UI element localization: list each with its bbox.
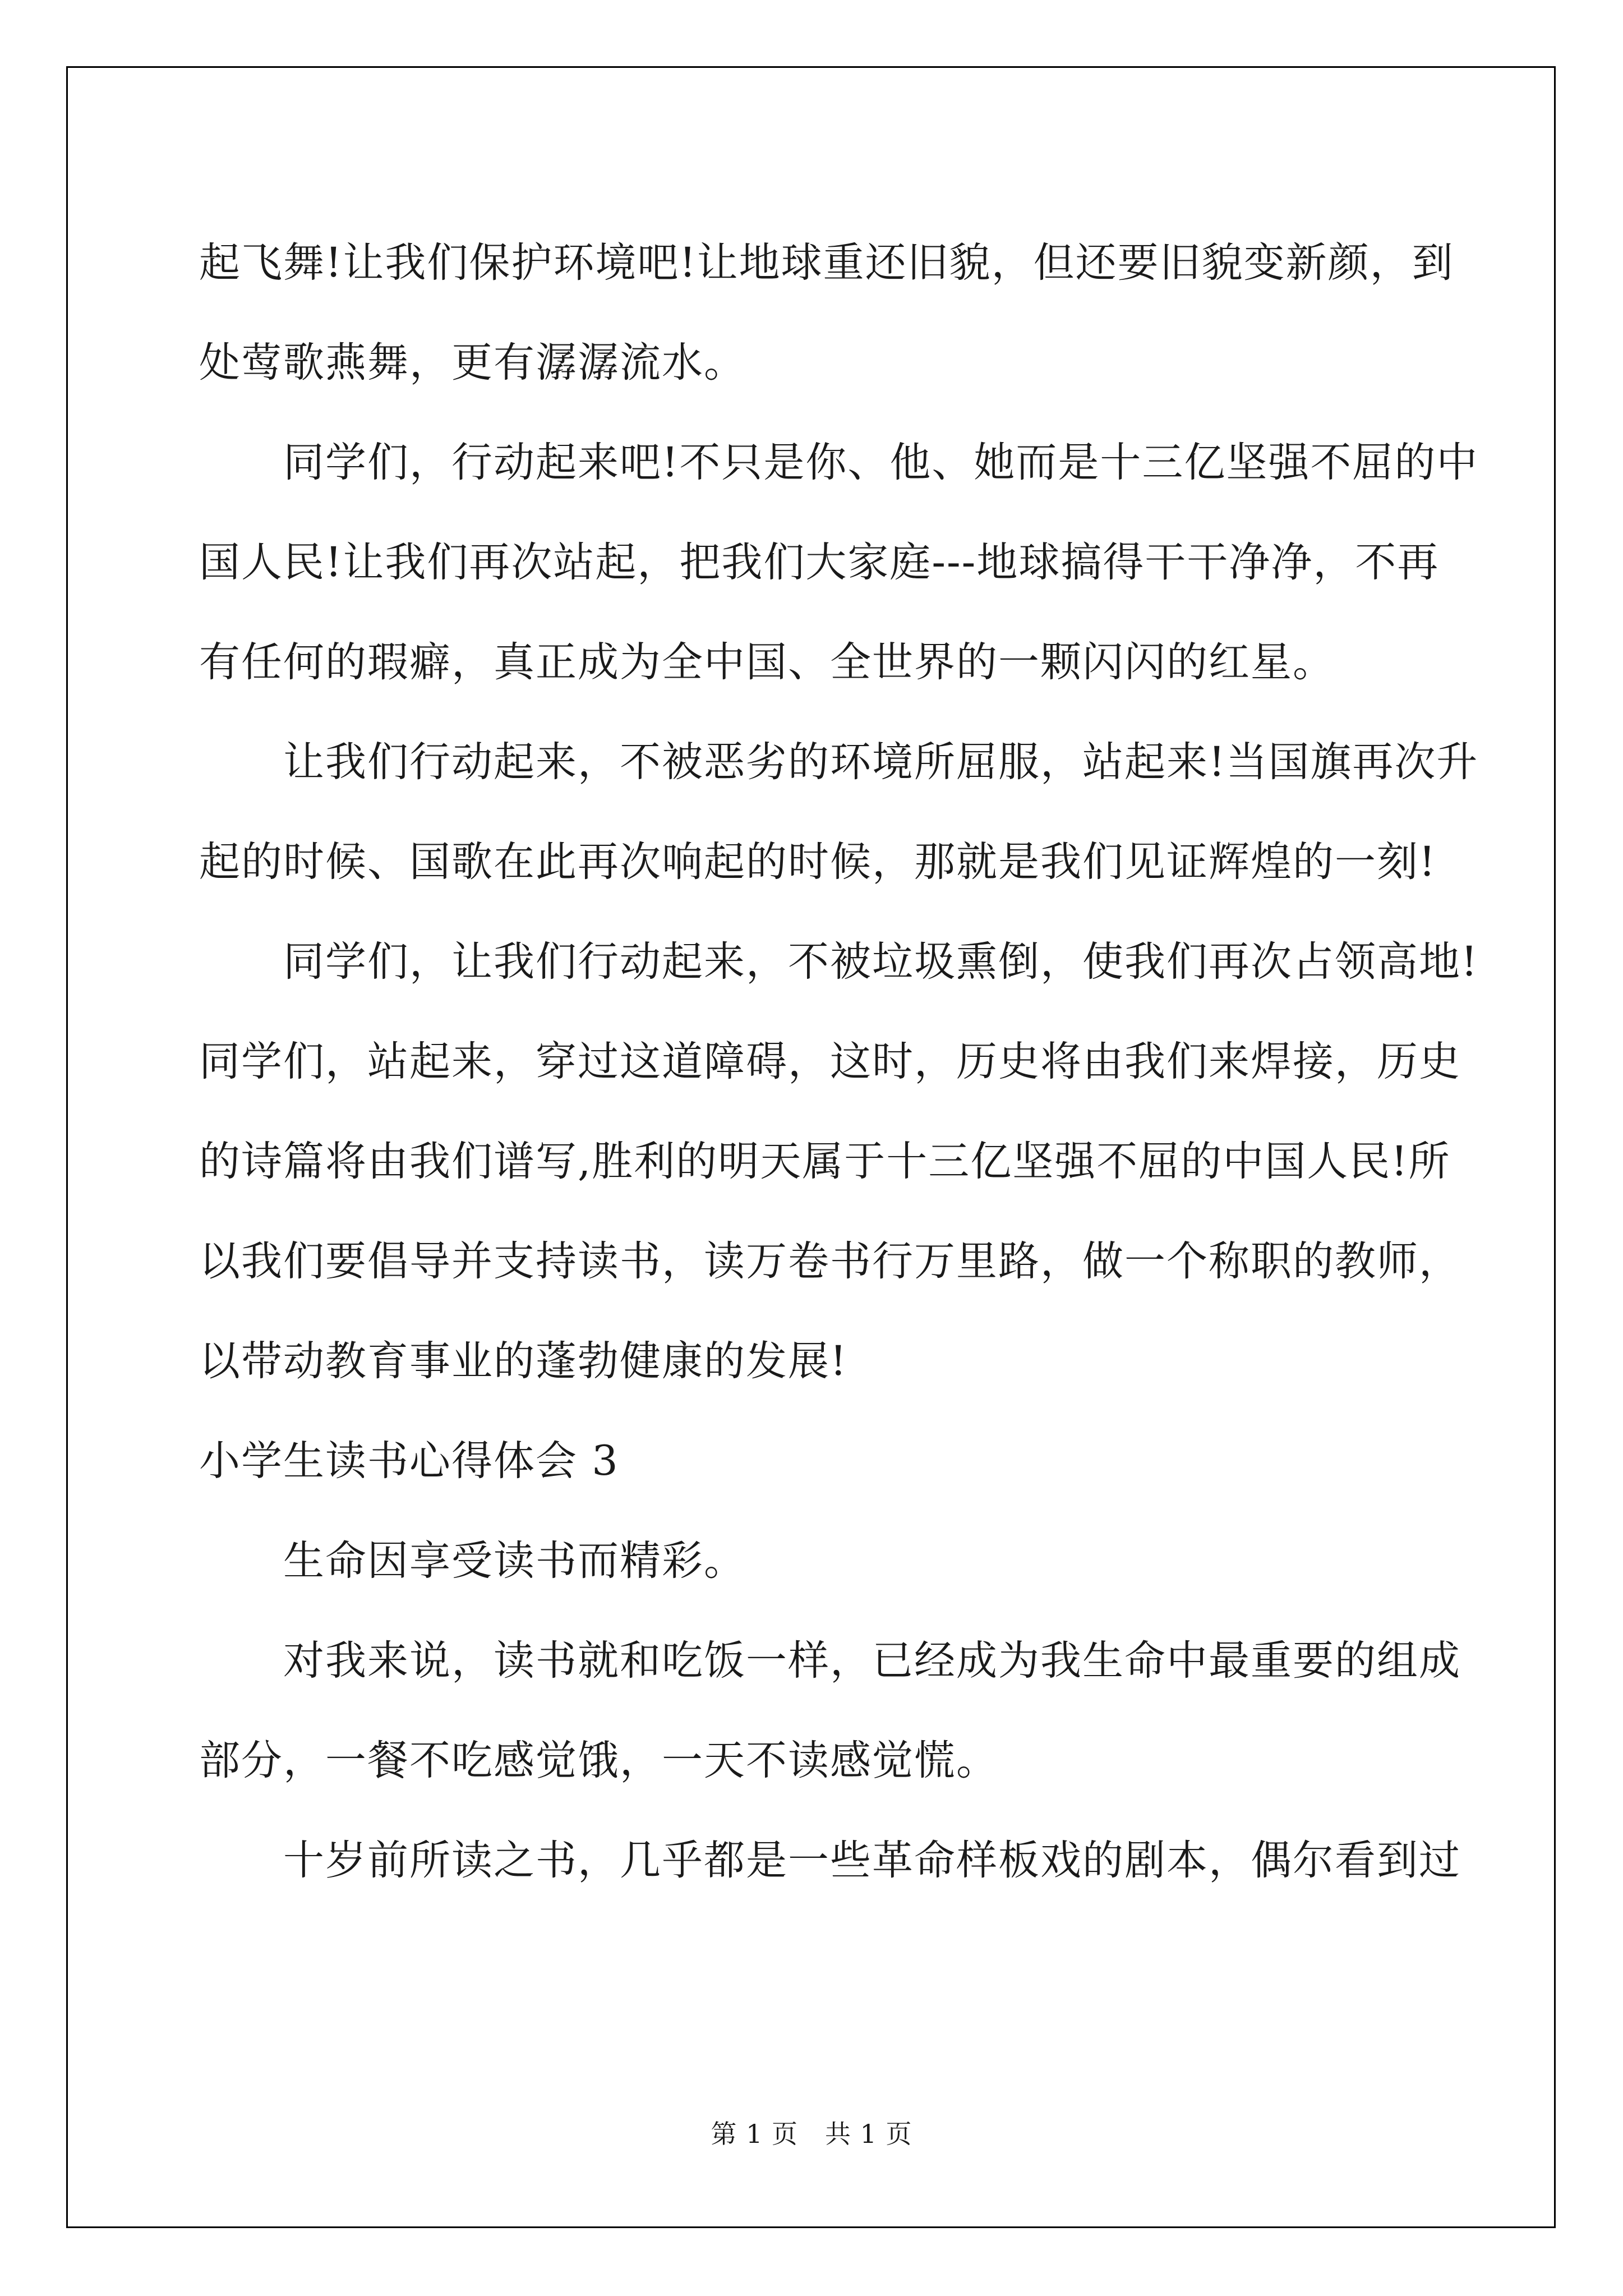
text-line: 处莺歌燕舞，更有潺潺流水。 <box>199 339 746 386</box>
text-line: 以我们要倡导并支持读书，读万卷书行万里路，做一个称职的教师， <box>199 1237 1461 1285</box>
section-heading: 小学生读书心得体会 3 <box>199 1437 619 1485</box>
text-line: 十岁前所读之书，几乎都是一些革命样板戏的剧本，偶尔看到过 <box>283 1837 1461 1884</box>
text-line: 起的时候、国歌在此再次响起的时候，那就是我们见证辉煌的一刻! <box>199 838 1437 886</box>
document-body <box>199 213 1479 1911</box>
text-line: 以带动教育事业的蓬勃健康的发展! <box>199 1337 848 1385</box>
text-line: 部分，一餐不吃感觉饿，一天不读感觉慌。 <box>199 1737 998 1784</box>
text-line: 同学们，让我们行动起来，不被垃圾熏倒，使我们再次占领高地! <box>283 938 1479 986</box>
text-line: 的诗篇将由我们谱写,胜利的明天属于十三亿坚强不屈的中国人民!所 <box>199 1138 1451 1185</box>
text-line: 国人民!让我们再次站起，把我们大家庭---地球搞得干干净净，不再 <box>199 539 1440 586</box>
text-line: 对我来说，读书就和吃饭一样，已经成为我生命中最重要的组成 <box>283 1637 1461 1685</box>
text-line: 同学们，行动起来吧!不只是你、他、她而是十三亿坚强不屈的中 <box>283 439 1479 486</box>
page-number-total: 共 1 页 <box>825 2119 912 2149</box>
text-line: 起飞舞!让我们保护环境吧!让地球重还旧貌，但还要旧貌变新颜，到 <box>199 239 1454 287</box>
text-line: 生命因享受读书而精彩。 <box>283 1537 746 1585</box>
text-line: 让我们行动起来，不被恶劣的环境所屈服，站起来!当国旗再次升 <box>283 738 1479 786</box>
page-number-current: 第 1 页 <box>711 2119 798 2149</box>
text-line: 同学们，站起来，穿过这道障碍，这时，历史将由我们来焊接，历史 <box>199 1038 1461 1085</box>
page-footer <box>0 2114 1623 2151</box>
text-line: 有任何的瑕癖，真正成为全中国、全世界的一颗闪闪的红星。 <box>199 638 1335 686</box>
